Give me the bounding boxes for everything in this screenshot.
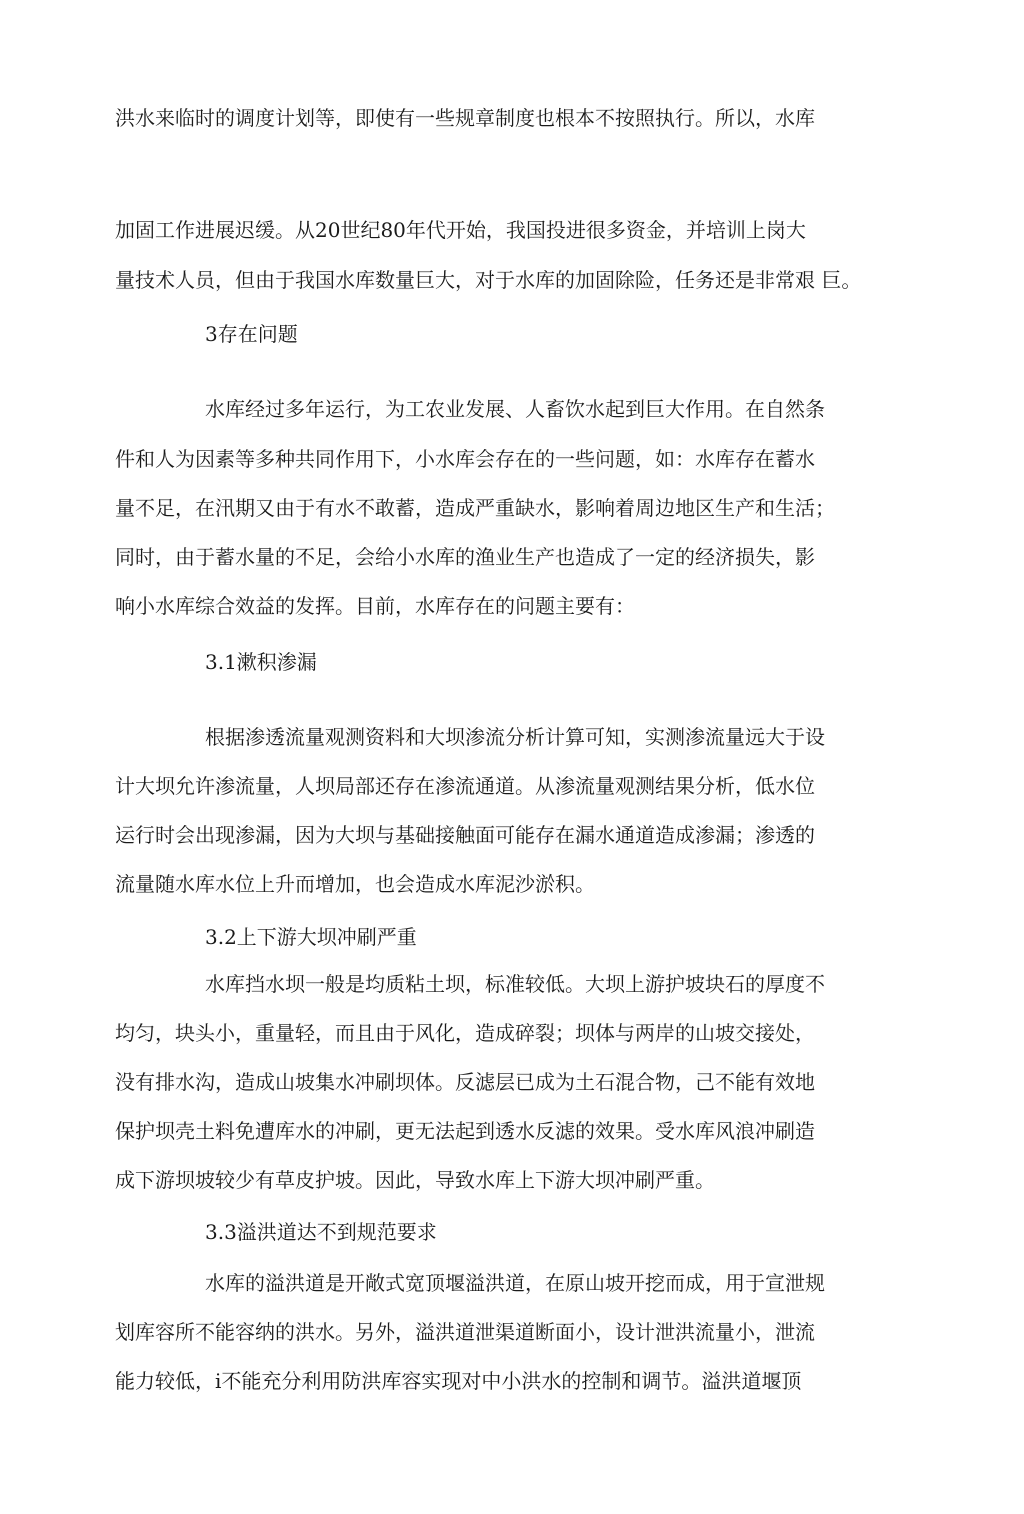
section-heading: 3存在问题 bbox=[205, 322, 298, 346]
paragraph-line: 能力较低，i不能充分利用防洪库容实现对中小洪水的控制和调节。溢洪道堰顶 bbox=[115, 1369, 802, 1393]
paragraph-line: 划库容所不能容纳的洪水。另外，溢洪道泄渠道断面小，设计泄洪流量小，泄流 bbox=[115, 1320, 815, 1344]
paragraph-line: 洪水来临时的调度计划等，即使有一些规章制度也根本不按照执行。所以，水库 bbox=[115, 106, 815, 130]
paragraph-line: 量技术人员，但由于我国水库数量巨大，对于水库的加固除险，任务还是非常艰 巨。 bbox=[115, 268, 862, 292]
paragraph-line: 水库挡水坝一般是均质粘土坝，标准较低。大坝上游护坡块石的厚度不 bbox=[205, 972, 825, 996]
paragraph-line: 根据渗透流量观测资料和大坝渗流分析计算可知，实测渗流量远大于设 bbox=[205, 725, 825, 749]
paragraph-line: 件和人为因素等多种共同作用下，小水库会存在的一些问题，如：水库存在蓄水 bbox=[115, 447, 815, 471]
paragraph-line: 水库的溢洪道是开敞式宽顶堰溢洪道，在原山坡开挖而成，用于宣泄规 bbox=[205, 1271, 825, 1295]
paragraph-line: 运行时会出现渗漏，因为大坝与基础接触面可能存在漏水通道造成渗漏；渗透的 bbox=[115, 823, 815, 847]
section-heading: 3.1漱积渗漏 bbox=[205, 650, 317, 674]
paragraph-line: 同时，由于蓄水量的不足，会给小水库的渔业生产也造成了一定的经济损失，影 bbox=[115, 545, 815, 569]
paragraph-line: 响小水库综合效益的发挥。目前，水库存在的问题主要有： bbox=[115, 594, 635, 618]
paragraph-line: 加固工作进展迟缓。从20世纪80年代开始，我国投进很多资金，并培训上岗大 bbox=[115, 218, 806, 242]
paragraph-line: 流量随水库水位上升而增加，也会造成水库泥沙淤积。 bbox=[115, 872, 595, 896]
paragraph-line: 均匀，块头小，重量轻，而且由于风化，造成碎裂；坝体与两岸的山坡交接处， bbox=[115, 1021, 815, 1045]
section-heading: 3.3溢洪道达不到规范要求 bbox=[205, 1220, 437, 1244]
paragraph-line: 成下游坝坡较少有草皮护坡。因此，导致水库上下游大坝冲刷严重。 bbox=[115, 1168, 715, 1192]
paragraph-line: 保护坝壳土料免遭库水的冲刷，更无法起到透水反滤的效果。受水库风浪冲刷造 bbox=[115, 1119, 815, 1143]
paragraph-line: 量不足，在汛期又由于有水不敢蓄，造成严重缺水，影响着周边地区生产和生活； bbox=[115, 496, 835, 520]
paragraph-line: 计大坝允许渗流量，人坝局部还存在渗流通道。从渗流量观测结果分析，低水位 bbox=[115, 774, 815, 798]
section-heading: 3.2上下游大坝冲刷严重 bbox=[205, 925, 417, 949]
paragraph-line: 水库经过多年运行，为工农业发展、人畜饮水起到巨大作用。在自然条 bbox=[205, 397, 825, 421]
paragraph-line: 没有排水沟，造成山坡集水冲刷坝体。反滤层已成为土石混合物，己不能有效地 bbox=[115, 1070, 815, 1094]
